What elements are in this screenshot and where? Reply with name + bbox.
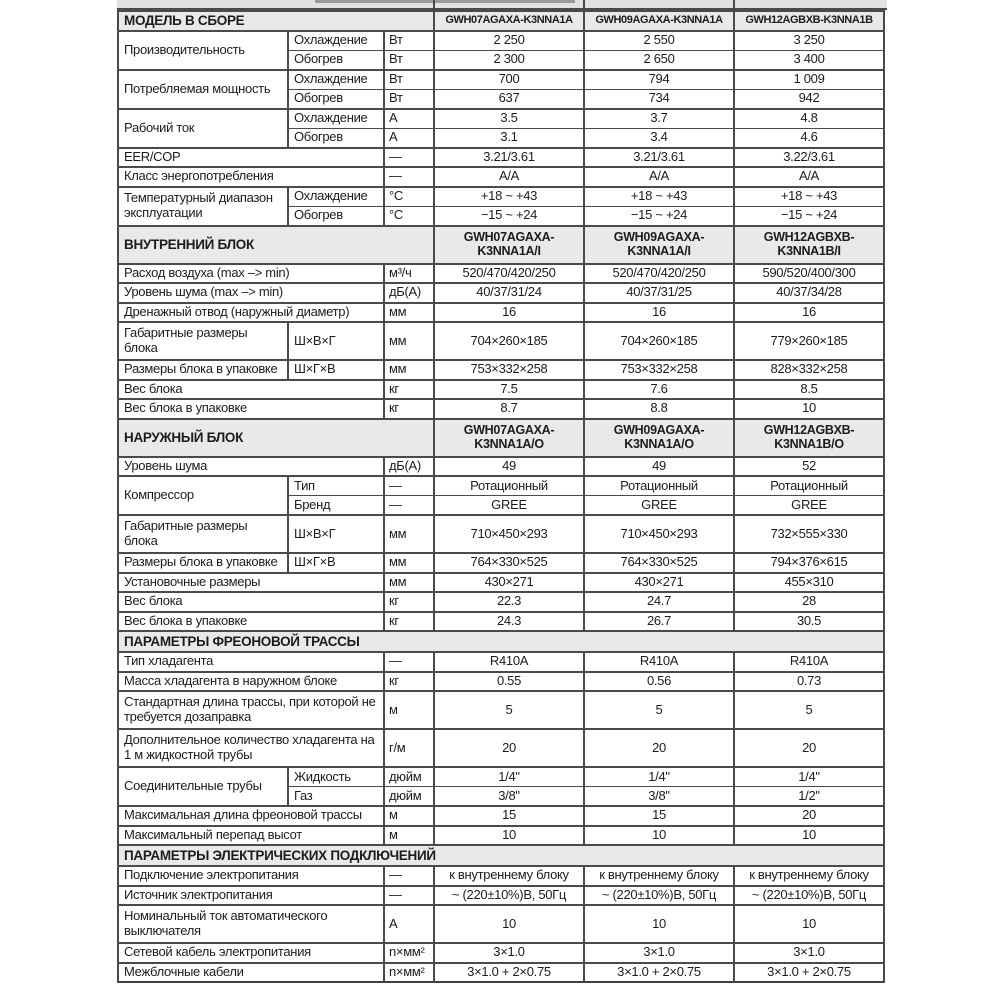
param-label: Соединительные трубы (118, 767, 288, 806)
param-value: Ротационный (734, 476, 884, 496)
param-value: А/А (734, 167, 884, 187)
param-label: Дополнительное количество хладагента на 1 м жидкостной трубы (118, 729, 384, 767)
param-unit: м³/ч (384, 264, 434, 284)
param-value: 4.6 (734, 128, 884, 148)
param-unit: — (384, 167, 434, 187)
section-title: ПАРАМЕТРЫ ФРЕОНОВОЙ ТРАССЫ (118, 631, 884, 652)
param-value: 753×332×258 (434, 360, 584, 380)
param-value: 52 (734, 457, 884, 477)
table-row (118, 592, 884, 612)
param-label: Вес блока в упаковке (118, 399, 384, 419)
table-row (118, 963, 884, 983)
param-unit: дБ(А) (384, 457, 434, 477)
table-row (118, 380, 884, 400)
model-column-header: GWH07AGAXA-K3NNA1A/O (434, 419, 584, 457)
param-unit: — (384, 652, 434, 672)
param-value: 753×332×258 (584, 360, 734, 380)
param-value: 16 (434, 303, 584, 323)
param-label: Источник электропитания (118, 886, 384, 906)
param-unit: А (384, 109, 434, 129)
table-row (118, 457, 884, 477)
param-value: 8.8 (584, 399, 734, 419)
param-sublabel: Ш×В×Г (288, 322, 384, 360)
param-value: 2 300 (434, 50, 584, 70)
param-unit: кг (384, 612, 434, 632)
section-title: ВНУТРЕННИЙ БЛОК (118, 226, 434, 264)
param-value: к внутреннему блоку (584, 866, 734, 886)
param-value: 700 (434, 70, 584, 90)
param-sublabel: Охлаждение (288, 109, 384, 129)
param-label: Класс энергопотребления (118, 167, 384, 187)
section-title: МОДЕЛЬ В СБОРЕ (118, 11, 434, 31)
param-unit: — (384, 476, 434, 496)
param-value: 0.73 (734, 672, 884, 692)
model-column-header: GWH09AGAXA-K3NNA1A/I (584, 226, 734, 264)
param-value: 3×1.0 + 2×0.75 (584, 963, 734, 983)
param-label: EER/COP (118, 148, 384, 168)
param-label: Межблочные кабели (118, 963, 384, 983)
param-value: 710×450×293 (584, 515, 734, 553)
table-row (118, 729, 884, 767)
param-value: 764×330×525 (434, 553, 584, 573)
section-header-row (118, 845, 884, 866)
param-value: ~ (220±10%)В, 50Гц (734, 886, 884, 906)
param-sublabel: Обогрев (288, 50, 384, 70)
param-label: Производительность (118, 31, 288, 70)
param-value: 10 (734, 826, 884, 846)
param-value: 1/2" (734, 787, 884, 807)
param-sublabel: Ш×Г×В (288, 360, 384, 380)
param-value: 704×260×185 (584, 322, 734, 360)
param-unit: кг (384, 380, 434, 400)
param-value: 16 (584, 303, 734, 323)
param-sublabel: Обогрев (288, 206, 384, 226)
param-value: 10 (584, 826, 734, 846)
param-label: Максимальный перепад высот (118, 826, 384, 846)
section-header-row (118, 419, 884, 457)
table-row (118, 476, 884, 496)
param-unit: Вт (384, 70, 434, 90)
param-unit: мм (384, 322, 434, 360)
table-row (118, 573, 884, 593)
param-value: 30.5 (734, 612, 884, 632)
table-row (118, 70, 884, 90)
param-value: 520/470/420/250 (434, 264, 584, 284)
param-label: Вес блока в упаковке (118, 612, 384, 632)
param-value: 10 (734, 905, 884, 943)
param-value: 28 (734, 592, 884, 612)
table-row (118, 109, 884, 129)
section-title: ПАРАМЕТРЫ ЭЛЕКТРИЧЕСКИХ ПОДКЛЮЧЕНИЙ (118, 845, 884, 866)
param-unit: м (384, 806, 434, 826)
param-value: 22.3 (434, 592, 584, 612)
param-value: GREE (434, 496, 584, 516)
table-row (118, 652, 884, 672)
param-value: 3/8" (434, 787, 584, 807)
param-value: 10 (434, 905, 584, 943)
table-row (118, 31, 884, 51)
param-unit: мм (384, 573, 434, 593)
table-row (118, 806, 884, 826)
param-value: 15 (584, 806, 734, 826)
param-label: Уровень шума (118, 457, 384, 477)
param-unit: дБ(А) (384, 283, 434, 303)
table-row (118, 767, 884, 787)
param-value: 20 (734, 729, 884, 767)
param-label: Размеры блока в упаковке (118, 360, 288, 380)
param-value: 2 650 (584, 50, 734, 70)
param-value: 1/4" (434, 767, 584, 787)
param-value: 5 (434, 691, 584, 729)
param-value: 430×271 (434, 573, 584, 593)
param-value: 20 (734, 806, 884, 826)
param-unit: Вт (384, 31, 434, 51)
param-value: 430×271 (584, 573, 734, 593)
param-value: 3 250 (734, 31, 884, 51)
param-value: 20 (584, 729, 734, 767)
param-value: 40/37/34/28 (734, 283, 884, 303)
param-unit: мм (384, 553, 434, 573)
param-value: ~ (220±10%)В, 50Гц (584, 886, 734, 906)
param-value: 5 (584, 691, 734, 729)
param-value: 1/4" (734, 767, 884, 787)
table-row (118, 826, 884, 846)
model-column-header: GWH12AGBXB-K3NNA1B (734, 11, 884, 31)
param-value: 1 009 (734, 70, 884, 90)
param-unit: — (384, 886, 434, 906)
param-label: Уровень шума (max –> min) (118, 283, 384, 303)
param-value: −15 ~ +24 (734, 206, 884, 226)
param-sublabel: Газ (288, 787, 384, 807)
param-unit: кг (384, 672, 434, 692)
param-sublabel: Охлаждение (288, 187, 384, 207)
param-unit: °С (384, 187, 434, 207)
param-unit: — (384, 496, 434, 516)
param-value: 16 (734, 303, 884, 323)
spec-sheet (117, 0, 887, 983)
param-value: 3 400 (734, 50, 884, 70)
param-value: 3×1.0 (734, 943, 884, 963)
table-row (118, 691, 884, 729)
param-unit: — (384, 148, 434, 168)
section-header-row (118, 11, 884, 31)
param-value: 5 (734, 691, 884, 729)
param-unit: Вт (384, 89, 434, 109)
param-value: R410A (434, 652, 584, 672)
param-value: R410A (584, 652, 734, 672)
param-value: 794 (584, 70, 734, 90)
param-value: 637 (434, 89, 584, 109)
param-label: Подключение электропитания (118, 866, 384, 886)
param-value: GREE (584, 496, 734, 516)
param-value: 15 (434, 806, 584, 826)
param-value: 942 (734, 89, 884, 109)
table-row (118, 905, 884, 943)
param-value: 455×310 (734, 573, 884, 593)
table-row (118, 612, 884, 632)
param-sublabel: Жидкость (288, 767, 384, 787)
param-value: +18 ~ +43 (434, 187, 584, 207)
param-unit: — (384, 866, 434, 886)
param-value: 520/470/420/250 (584, 264, 734, 284)
param-value: 2 550 (584, 31, 734, 51)
param-value: 764×330×525 (584, 553, 734, 573)
param-label: Максимальная длина фреоновой трассы (118, 806, 384, 826)
param-sublabel: Обогрев (288, 128, 384, 148)
section-header-row (118, 631, 884, 652)
param-value: 1/4" (584, 767, 734, 787)
table-row (118, 360, 884, 380)
table-row (118, 553, 884, 573)
model-column-header: GWH09AGAXA-K3NNA1A (584, 11, 734, 31)
param-label: Стандартная длина трассы, при которой не требуется дозаправка (118, 691, 384, 729)
param-label: Масса хладагента в наружном блоке (118, 672, 384, 692)
param-value: +18 ~ +43 (584, 187, 734, 207)
table-row (118, 264, 884, 284)
param-value: 3×1.0 (434, 943, 584, 963)
param-label: Размеры блока в упаковке (118, 553, 288, 573)
model-column-header: GWH09AGAXA-K3NNA1A/O (584, 419, 734, 457)
param-sublabel: Ш×Г×В (288, 553, 384, 573)
param-unit: дюйм (384, 767, 434, 787)
param-value: 710×450×293 (434, 515, 584, 553)
param-value: 0.55 (434, 672, 584, 692)
model-column-header: GWH07AGAXA-K3NNA1A/I (434, 226, 584, 264)
table-row (118, 943, 884, 963)
param-sublabel: Охлаждение (288, 70, 384, 90)
param-value: 24.7 (584, 592, 734, 612)
param-value: 3.21/3.61 (434, 148, 584, 168)
param-label: Рабочий ток (118, 109, 288, 148)
param-unit: °С (384, 206, 434, 226)
param-label: Компрессор (118, 476, 288, 515)
cropped-table-edge (117, 0, 887, 10)
model-column-header: GWH12AGBXB-K3NNA1B/I (734, 226, 884, 264)
param-label: Дренажный отвод (наружный диаметр) (118, 303, 384, 323)
table-row (118, 866, 884, 886)
param-value: 8.7 (434, 399, 584, 419)
param-value: ~ (220±10%)В, 50Гц (434, 886, 584, 906)
param-value: 20 (434, 729, 584, 767)
param-unit: м (384, 826, 434, 846)
param-unit: дюйм (384, 787, 434, 807)
param-value: −15 ~ +24 (584, 206, 734, 226)
param-value: −15 ~ +24 (434, 206, 584, 226)
param-value: 3×1.0 + 2×0.75 (434, 963, 584, 983)
param-value: 3.1 (434, 128, 584, 148)
cropped-cell-fragment (315, 0, 575, 3)
param-unit: n×мм² (384, 963, 434, 983)
param-value: Ротационный (584, 476, 734, 496)
column-divider-fragment (583, 0, 585, 8)
param-value: 3×1.0 (584, 943, 734, 963)
param-value: 8.5 (734, 380, 884, 400)
section-header-row (118, 226, 884, 264)
column-divider-fragment (433, 0, 435, 8)
param-value: 3.21/3.61 (584, 148, 734, 168)
param-value: 3.5 (434, 109, 584, 129)
param-label: Габаритные размеры блока (118, 322, 288, 360)
param-unit: мм (384, 360, 434, 380)
param-value: 3/8" (584, 787, 734, 807)
model-column-header: GWH12AGBXB-K3NNA1B/O (734, 419, 884, 457)
param-unit: м (384, 691, 434, 729)
param-value: 40/37/31/25 (584, 283, 734, 303)
param-label: Температурный диапазон эксплуатации (118, 187, 288, 226)
param-label: Потребляемая мощность (118, 70, 288, 109)
param-value: к внутреннему блоку (734, 866, 884, 886)
param-value: 3.4 (584, 128, 734, 148)
param-value: 10 (584, 905, 734, 943)
param-value: 10 (434, 826, 584, 846)
param-sublabel: Ш×В×Г (288, 515, 384, 553)
param-value: 2 250 (434, 31, 584, 51)
param-label: Вес блока (118, 380, 384, 400)
param-label: Вес блока (118, 592, 384, 612)
param-unit: кг (384, 592, 434, 612)
table-row (118, 167, 884, 187)
param-value: 7.6 (584, 380, 734, 400)
column-divider-fragment (733, 0, 735, 8)
param-unit: А (384, 905, 434, 943)
param-value: к внутреннему блоку (434, 866, 584, 886)
param-value: R410A (734, 652, 884, 672)
param-label: Габаритные размеры блока (118, 515, 288, 553)
param-value: 734 (584, 89, 734, 109)
section-title: НАРУЖНЫЙ БЛОК (118, 419, 434, 457)
param-unit: мм (384, 515, 434, 553)
model-column-header: GWH07AGAXA-K3NNA1A (434, 11, 584, 31)
param-sublabel: Охлаждение (288, 31, 384, 51)
param-label: Номинальный ток автоматического выключателя (118, 905, 384, 943)
param-label: Тип хладагента (118, 652, 384, 672)
param-label: Установочные размеры (118, 573, 384, 593)
param-value: 40/37/31/24 (434, 283, 584, 303)
table-row (118, 283, 884, 303)
param-sublabel: Бренд (288, 496, 384, 516)
param-value: GREE (734, 496, 884, 516)
param-value: 704×260×185 (434, 322, 584, 360)
param-value: 3.7 (584, 109, 734, 129)
param-value: 49 (584, 457, 734, 477)
param-value: 794×376×615 (734, 553, 884, 573)
param-value: 732×555×330 (734, 515, 884, 553)
param-value: Ротационный (434, 476, 584, 496)
param-value: 4.8 (734, 109, 884, 129)
param-unit: А (384, 128, 434, 148)
spec-table-body (118, 11, 884, 982)
table-row (118, 187, 884, 207)
param-value: 49 (434, 457, 584, 477)
param-unit: кг (384, 399, 434, 419)
param-unit: г/м (384, 729, 434, 767)
table-row (118, 399, 884, 419)
param-value: 590/520/400/300 (734, 264, 884, 284)
param-value: +18 ~ +43 (734, 187, 884, 207)
table-row (118, 886, 884, 906)
table-row (118, 672, 884, 692)
param-label: Сетевой кабель электропитания (118, 943, 384, 963)
param-sublabel: Тип (288, 476, 384, 496)
table-row (118, 303, 884, 323)
param-value: 26.7 (584, 612, 734, 632)
table-row (118, 515, 884, 553)
param-label: Расход воздуха (max –> min) (118, 264, 384, 284)
param-value: 24.3 (434, 612, 584, 632)
param-value: 828×332×258 (734, 360, 884, 380)
param-value: 10 (734, 399, 884, 419)
param-value: А/А (434, 167, 584, 187)
param-value: 3×1.0 + 2×0.75 (734, 963, 884, 983)
param-value: 3.22/3.61 (734, 148, 884, 168)
param-value: 7.5 (434, 380, 584, 400)
param-value: 0.56 (584, 672, 734, 692)
param-unit: n×мм² (384, 943, 434, 963)
table-row (118, 322, 884, 360)
param-value: А/А (584, 167, 734, 187)
param-unit: мм (384, 303, 434, 323)
spec-table (117, 10, 885, 983)
param-unit: Вт (384, 50, 434, 70)
table-row (118, 148, 884, 168)
param-value: 779×260×185 (734, 322, 884, 360)
param-sublabel: Обогрев (288, 89, 384, 109)
